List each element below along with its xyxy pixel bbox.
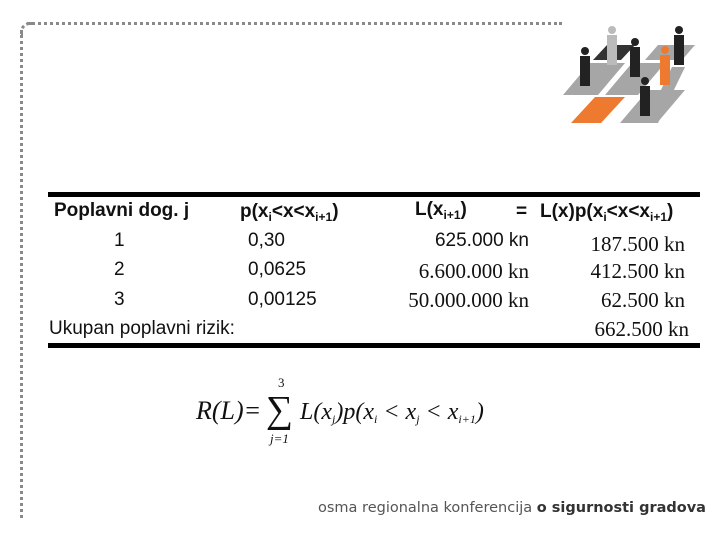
formula-lower-limit: j=1	[270, 431, 289, 446]
formula-body: $L(x_j)p(x_i < x_j < x_{i+1})$	[300, 399, 484, 426]
dotted-frame-top	[27, 22, 562, 25]
row-loss: 625.000 kn	[434, 230, 529, 251]
row-loss: 6.600.000 kn	[418, 259, 529, 283]
total-label: Ukupan poplavni rizik:	[49, 318, 235, 339]
table-top-rule	[48, 192, 700, 197]
header-event: Poplavni dog. j	[54, 200, 190, 221]
header-probability: $p(x_i<x<x_{i+1})$	[240, 201, 339, 224]
row-probability: 0,30	[248, 230, 285, 251]
formula-upper-limit: 3	[278, 375, 285, 390]
row-j: 3	[114, 289, 125, 310]
row-probability: 0,0625	[248, 259, 307, 280]
header-loss: $L(x_{i+1})$	[415, 199, 467, 222]
row-risk: 187.500 kn	[590, 232, 685, 256]
row-probability: 0,00125	[248, 289, 317, 310]
table-bottom-rule	[48, 343, 700, 348]
header-equals: =	[516, 201, 528, 222]
row-loss: 50.000.000 kn	[408, 288, 529, 312]
row-j: 1	[114, 230, 125, 251]
row-risk: 62.500 kn	[601, 288, 685, 312]
formula-sigma: ∑	[266, 389, 294, 431]
dotted-frame-left	[20, 30, 23, 518]
row-risk: 412.500 kn	[590, 259, 685, 283]
formula-lhs: R(L)=	[196, 396, 262, 425]
header-risk: $L(x)p(x_i<x<x_{i+1})$	[540, 201, 674, 224]
row-j: 2	[114, 259, 125, 280]
conference-footer: osma regionalna konferencija o sigurnosti gradova	[318, 500, 706, 516]
conference-logo	[545, 15, 720, 130]
risk-formula	[196, 376, 516, 456]
total-value: 662.500 kn	[594, 317, 689, 341]
